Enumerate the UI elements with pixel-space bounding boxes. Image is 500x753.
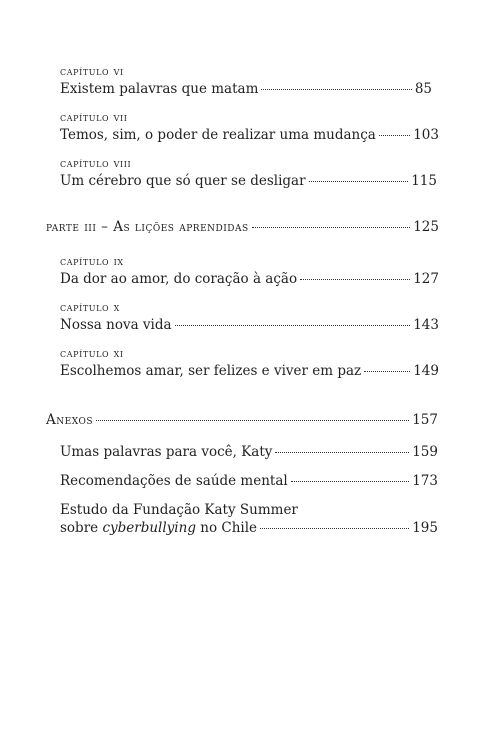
dot-leader bbox=[260, 528, 409, 529]
dot-leader bbox=[175, 325, 411, 326]
part-page: 125 bbox=[413, 219, 439, 235]
chapter-label: capítulo vii bbox=[60, 110, 128, 124]
toc-entry[interactable] bbox=[60, 270, 439, 288]
toc-entry-page: 143 bbox=[413, 317, 439, 333]
dot-leader bbox=[96, 420, 409, 421]
toc-entry-page: 195 bbox=[412, 520, 438, 536]
toc-entry[interactable] bbox=[60, 172, 437, 190]
toc-entry[interactable] bbox=[60, 362, 439, 380]
toc-entry-page: 127 bbox=[413, 271, 439, 287]
toc-entry[interactable] bbox=[60, 519, 438, 537]
study-title-em: cyberbullying bbox=[102, 520, 196, 536]
dot-leader bbox=[364, 371, 410, 372]
toc-entry-page: 149 bbox=[413, 363, 439, 379]
toc-entry[interactable] bbox=[60, 316, 439, 334]
study-title-post: no Chile bbox=[195, 520, 258, 536]
dot-leader bbox=[309, 181, 409, 182]
toc-entry-title: Da dor ao amor, do coração à ação bbox=[60, 271, 298, 287]
toc-entry-page: 115 bbox=[411, 173, 437, 189]
chapter-label: capítulo xi bbox=[60, 346, 124, 360]
study-title-pre: sobre bbox=[60, 520, 103, 536]
dot-leader bbox=[275, 452, 409, 453]
annex-title: Anexos bbox=[46, 412, 93, 428]
part-title: parte iii – As lições aprendidas bbox=[46, 219, 249, 235]
toc-entry[interactable] bbox=[60, 472, 438, 490]
dot-leader bbox=[261, 89, 411, 90]
toc-entry-title: Umas palavras para você, Katy bbox=[60, 444, 273, 460]
toc-entry-page: 103 bbox=[413, 127, 439, 143]
toc-part-entry[interactable] bbox=[46, 218, 439, 236]
toc-entry-title: Recomendações de saúde mental bbox=[60, 473, 288, 489]
toc-entry-page: 85 bbox=[414, 81, 432, 97]
toc-entry-page: 159 bbox=[412, 444, 438, 460]
dot-leader bbox=[252, 227, 411, 228]
toc-annex-entry[interactable] bbox=[46, 411, 438, 429]
toc-entry-title: Escolhemos amar, ser felizes e viver em paz bbox=[60, 363, 362, 379]
toc-entry-title: Existem palavras que matam bbox=[60, 81, 259, 97]
dot-leader bbox=[300, 279, 410, 280]
toc-entry[interactable] bbox=[60, 443, 438, 461]
toc-entry-page: 173 bbox=[412, 473, 438, 489]
toc-entry-title: Um cérebro que só quer se desligar bbox=[60, 173, 306, 189]
chapter-label: capítulo x bbox=[60, 300, 120, 314]
annex-page: 157 bbox=[412, 412, 438, 428]
study-title-line1: Estudo da Fundação Katy Summer bbox=[60, 502, 298, 518]
toc-entry-title: Temos, sim, o poder de realizar uma mudança bbox=[60, 127, 376, 143]
dot-leader bbox=[379, 135, 410, 136]
dot-leader bbox=[291, 481, 410, 482]
toc-entry[interactable] bbox=[60, 80, 432, 98]
toc-entry-first-line[interactable] bbox=[60, 501, 438, 519]
chapter-label: capítulo viii bbox=[60, 156, 132, 170]
toc-entry-title: Nossa nova vida bbox=[60, 317, 172, 333]
toc-entry[interactable] bbox=[60, 126, 439, 144]
chapter-label: capítulo vi bbox=[60, 64, 124, 78]
chapter-label: capítulo ix bbox=[60, 254, 124, 268]
study-title-line2 bbox=[60, 519, 257, 537]
